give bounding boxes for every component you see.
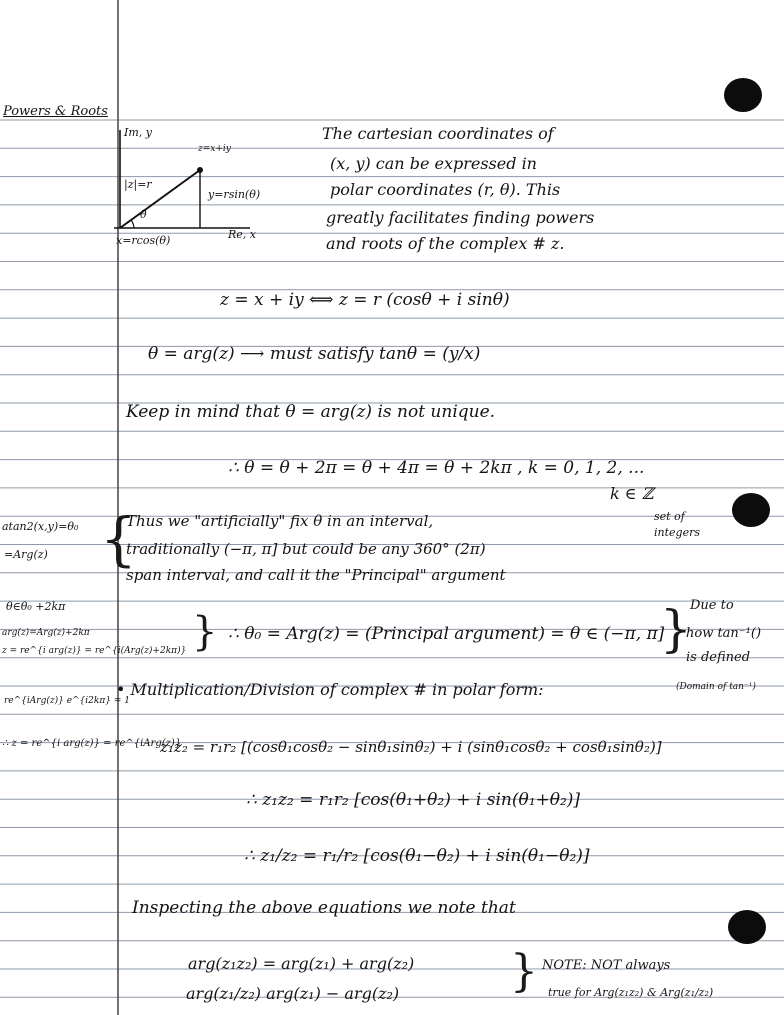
due-note-line: is defined (686, 650, 751, 665)
right-brace: } (660, 600, 692, 658)
margin-note-atan: atan2(x,y)=θ₀ (2, 520, 79, 533)
margin-note-arg: =Arg(z) (4, 548, 48, 561)
left-brace: } (192, 609, 218, 655)
punch-hole (728, 910, 766, 944)
principal-argument-equation: ∴ θ₀ = Arg(z) = (Principal argument) = θ ∈ (−π, π] (228, 624, 665, 644)
y-component-label: y=rsin(θ) (208, 188, 261, 201)
inspecting-statement: Inspecting the above equations we note that (132, 898, 516, 918)
im-axis-label: Im, y (124, 126, 152, 139)
note-line: true for Arg(z₁z₂) & Arg(z₁/z₂) (548, 986, 714, 999)
margin-note-r-terms: re^{iArg(z)} e^{i2kπ} = 1 (4, 696, 130, 706)
multiplication-heading: • Multiplication/Division of complex # in polar form: (116, 680, 544, 699)
x-component-label: x=rcos(θ) (116, 234, 171, 247)
point-label: z=x+iy (198, 144, 231, 154)
modulus-label: |z|=r (124, 178, 152, 191)
margin-note-theta: θ∈θ₀ +2kπ (6, 600, 66, 613)
margin-note-z-exp: z = re^{i arg(z)} = re^{i(Arg(z)+2kπ)} (2, 646, 187, 656)
note-line: NOTE: NOT always (542, 958, 671, 973)
multiplication-expansion: z₁z₂ = r₁r₂ [(cosθ₁cosθ₂ − sinθ₁sinθ₂) + i (sinθ₁cosθ₂ + cosθ₁sinθ₂)] (160, 738, 662, 756)
angle-label: θ (140, 208, 147, 221)
principal-line: span interval, and call it the "Principal" argument (126, 566, 506, 584)
arg-quotient-equation: arg(z₁/z₂) arg(z₁) − arg(z₂) (186, 984, 400, 1003)
not-unique-statement: Keep in mind that θ = arg(z) is not unique. (126, 402, 496, 422)
division-result: ∴ z₁/z₂ = r₁/r₂ [cos(θ₁−θ₂) + i sin(θ₁−θ₂)] (244, 846, 590, 866)
right-brace: } (510, 946, 538, 997)
argument-equation: θ = arg(z) ⟶ must satisfy tanθ = (y/x) (148, 344, 481, 364)
left-brace: { (100, 505, 137, 573)
set-note-line: integers (654, 526, 700, 539)
re-axis-label: Re, x (228, 228, 256, 241)
principal-line: Thus we "artificially" fix θ in an interval, (126, 512, 434, 530)
due-note-line: Due to (690, 598, 734, 613)
intro-line: (x, y) can be expressed in (330, 154, 537, 173)
intro-line: The cartesian coordinates of (322, 124, 554, 143)
section-heading: Powers & Roots (3, 104, 108, 119)
periodicity-equation: ∴ θ = θ + 2π = θ + 4π = θ + 2kπ , k = 0, 1, 2, ... (228, 458, 645, 478)
margin-note-arg-sum: arg(z)=Arg(z)+2kπ (2, 628, 90, 638)
punch-hole (724, 78, 762, 112)
domain-note: (Domain of tan⁻¹) (676, 682, 756, 692)
multiplication-result: ∴ z₁z₂ = r₁r₂ [cos(θ₁+θ₂) + i sin(θ₁+θ₂)] (246, 790, 581, 810)
intro-line: polar coordinates (r, θ). This (330, 180, 561, 199)
set-note-line: set of (654, 510, 685, 523)
punch-hole (732, 493, 770, 527)
margin-note-z-final: ∴ z = re^{i arg(z)} = re^{iArg(z)} (2, 738, 182, 749)
due-note-line: how tan⁻¹() (686, 626, 762, 641)
intro-line: and roots of the complex # z. (326, 234, 565, 253)
k-integer-set: k ∈ ℤ (610, 484, 654, 503)
principal-line: traditionally (−π, π] but could be any 360° (2π) (126, 540, 486, 558)
arg-product-equation: arg(z₁z₂) = arg(z₁) + arg(z₂) (188, 954, 415, 973)
intro-line: greatly facilitates finding powers (326, 208, 595, 227)
polar-form-equation: z = x + iy ⟺ z = r (cosθ + i sinθ) (220, 290, 510, 310)
